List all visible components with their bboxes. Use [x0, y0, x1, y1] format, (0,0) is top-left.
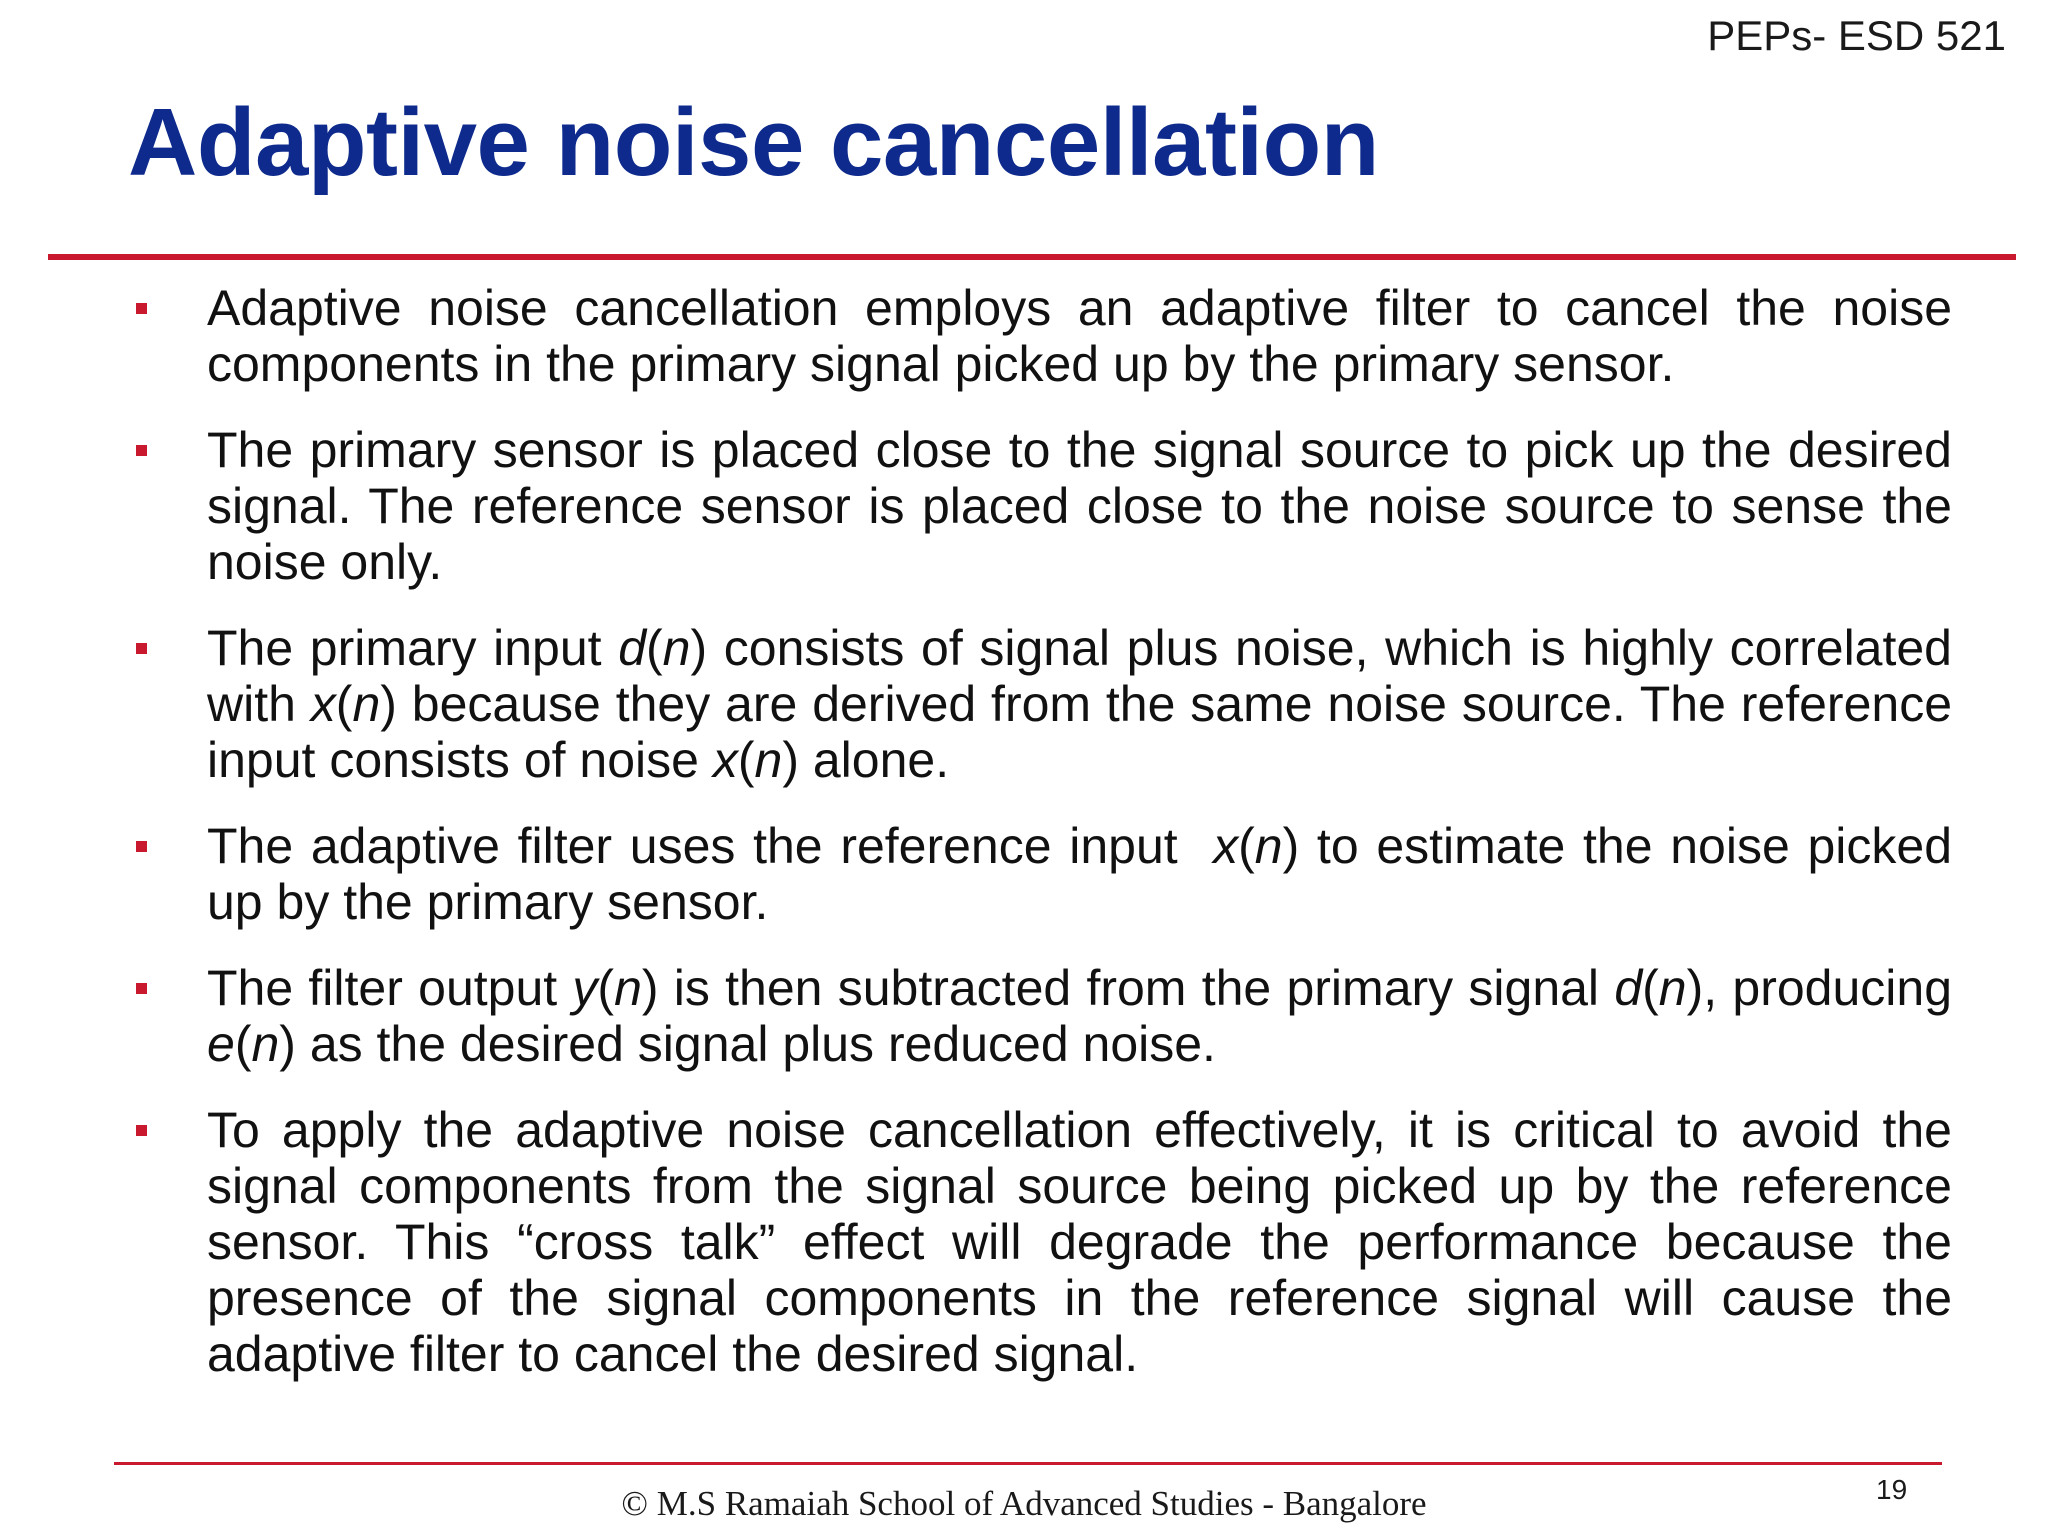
bullet-text: Adaptive noise cancellation employs an adaptive filter to cancel the noise components in the primary signal picked up by the primary sensor. [207, 280, 1952, 392]
square-bullet-icon [136, 643, 147, 654]
bullet-list [132, 280, 1952, 1412]
bullet-item [132, 1102, 1952, 1382]
bullet-text: To apply the adaptive noise cancellation effectively, it is critical to avoid the signal components from the signal source being picked up by the reference sensor. This “cross talk” effect will degrade the performance because the presence of the signal components in the reference signal will cause the adaptive filter to cancel the desired signal. [207, 1102, 1952, 1382]
slide-title: Adaptive noise cancellation [128, 89, 1379, 196]
square-bullet-icon [136, 303, 147, 314]
bullet-text: The adaptive filter uses the reference input x(n) to estimate the noise picked up by the primary sensor. [207, 818, 1953, 930]
square-bullet-icon [136, 841, 147, 852]
square-bullet-icon [136, 445, 147, 456]
footer-copyright: © M.S Ramaiah School of Advanced Studies - Bangalore [621, 1484, 1427, 1523]
bullet-item [132, 818, 1952, 930]
course-code: PEPs- ESD 521 [1707, 12, 2006, 59]
title-divider [48, 254, 2016, 260]
square-bullet-icon [136, 983, 147, 994]
bullet-item [132, 422, 1952, 590]
bullet-text: The filter output y(n) is then subtracted from the primary signal d(n), producing e(n) as the desired signal plus reduced noise. [207, 960, 1952, 1072]
footer-divider [114, 1462, 1942, 1465]
bullet-item [132, 620, 1952, 788]
bullet-text: The primary sensor is placed close to the signal source to pick up the desired signal. The reference sensor is placed close to the noise source to sense the noise only. [207, 422, 1952, 590]
square-bullet-icon [136, 1125, 147, 1136]
bullet-item [132, 960, 1952, 1072]
page-number: 19 [1876, 1474, 1908, 1505]
bullet-item [132, 280, 1952, 392]
bullet-text: The primary input d(n) consists of signal plus noise, which is highly correlated with x(n) because they are derived from the same noise source. The reference input consists of noise x(n) alone. [207, 620, 1953, 788]
